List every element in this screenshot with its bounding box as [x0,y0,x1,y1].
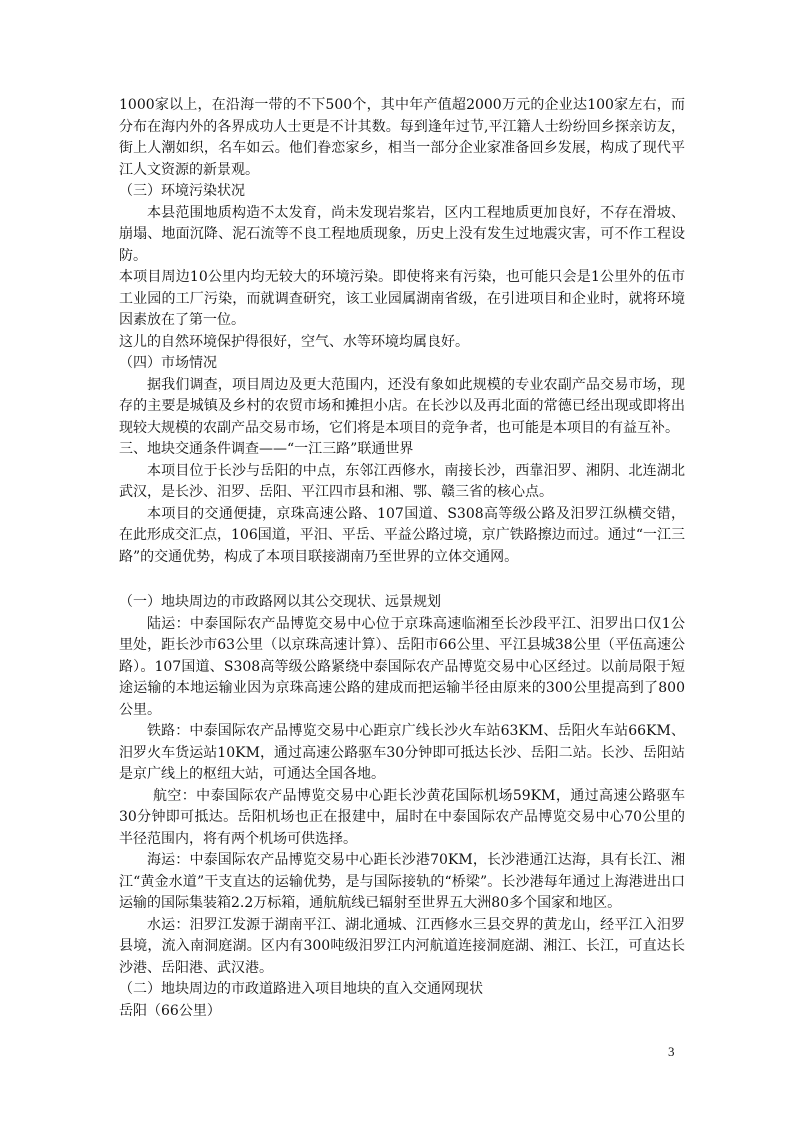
document-body [119,95,685,1022]
paragraph: 航空：中泰国际农产品博览交易中心距长沙黄花国际机场59KM，通过高速公路驱车30分钟即可抵达。岳阳机场也正在报建中，届时在中泰国际农产品博览交易中心70公里的半径范围内，将有两个机场可供选择。 [119,787,685,847]
paragraph: 本项目周边10公里内均无较大的环境污染。即使将来有污染，也可能只会是1公里外的伍市工业园的工厂污染，而就调查研究，该工业园属湖南省级，在引进项目和企业时，就将环境因素放在了第一位。 [119,269,685,328]
paragraph: 本县范围地质构造不太发育，尚未发现岩浆岩，区内工程地质更加良好，不存在滑坡、崩塌、地面沉降、泥石流等不良工程地质现象，历史上没有发生过地震灾害，可不作工程设防。 [119,204,685,264]
paragraph: 水运：汨罗江发源于湖南平江、湖北通城、江西修水三县交界的黄龙山，经平江入汨罗县境，流入南洞庭湖。区内有300吨级汨罗江内河航道连接洞庭湖、湘江、长江，可直达长沙港、岳阳港、武汉港。 [119,916,685,976]
section-heading: 三、地块交通条件调查——“一江三路”联通世界 [119,441,414,457]
section-heading: （一）地块周边的市政路网以其公交现状、远景规划 [119,594,441,610]
section-heading: （三）环境污染状况 [119,183,245,199]
paragraph-gap [119,568,685,592]
section-heading: （四）市场情况 [119,355,217,371]
paragraph: 铁路：中泰国际农产品博览交易中心距京广线长沙火车站63KM、岳阳火车站66KM、汨罗火车货运站10KM，通过高速公路驱车30分钟即可抵达长沙、岳阳二站。长沙、岳阳站是京广线上的枢纽大站，可通达全国各地。 [119,723,685,782]
paragraph: 据我们调查，项目周边及更大范围内，还没有象如此规模的专业农副产品交易市场，现存的主要是城镇及乡村的农贸市场和摊担小店。在长沙以及再北面的常德已经出现或即将出现较大规模的农副产品交易市场，它们将是本项目的竞争者，也可能是本项目的有益互补。 [119,376,685,436]
paragraph: 本项目的交通便捷，京珠高速公路、107国道、S308高等级公路及汨罗江纵横交错，在此形成交汇点，106国道，平汨、平岳、平益公路过境，京广铁路擦边而过。通过“一江三路”的交通优势，构成了本项目联接湖南乃至世界的立体交通网。 [119,505,685,565]
section-heading: （二）地块周边的市政道路进入项目地块的直入交通网现状 [119,981,483,997]
page-number: 3 [668,1044,675,1059]
paragraph: 岳阳（66公里） [119,1002,221,1019]
paragraph: 这儿的自然环境保护得很好，空气、水等环境均属良好。 [119,333,469,350]
paragraph: 1000家以上，在沿海一带的不下500个，其中年产值超2000万元的企业达100家左右，而分布在海内外的各界成功人士更是不计其数。每到逢年过节,平江籍人士纷纷回乡探亲访友，街上人潮如织，名车如云。他们眷恋家乡，相当一部分企业家准备回乡发展，构成了现代平江人文资源的新景观。 [119,97,685,178]
paragraph: 本项目位于长沙与岳阳的中点，东邻江西修水，南接长沙，西靠汨罗、湘阴、北连湖北武汉，是长沙、汨罗、岳阳、平江四市县和湘、鄂、赣三省的核心点。 [119,462,685,500]
paragraph: 陆运：中泰国际农产品博览交易中心位于京珠高速临湘至长沙段平江、汨罗出口仅1公里处，距长沙市63公里（以京珠高速计算）、岳阳市66公里、平江县城38公里（平伍高速公路）。107国道、S308高等级公路紧绕中泰国际农产品博览交易中心区经过。以前局限于短途运输的本地运输业因为京珠高速公路的建成而把运输半径由原来的300公里提高到了800公里。 [119,615,685,718]
paragraph: 海运：中泰国际农产品博览交易中心距长沙港70KM，长沙港通江达海，具有长江、湘江“黄金水道”干支直达的运输优势，是与国际接轨的“桥梁”。长沙港每年通过上海港进出口运输的国际集装箱2.2万标箱，通航航线已辐射至世界五大洲80多个国家和地区。 [119,852,685,911]
